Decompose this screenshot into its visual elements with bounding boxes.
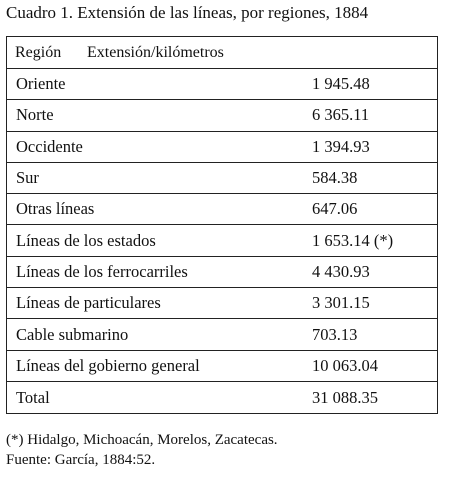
- row-region: Oriente: [16, 74, 66, 94]
- data-table: [6, 36, 438, 414]
- header-extension: Extensión/kilómetros: [87, 43, 224, 61]
- row-value: 1 394.93: [312, 136, 370, 156]
- row-region: Líneas del gobierno general: [16, 355, 200, 375]
- row-value: 584.38: [312, 168, 358, 188]
- table-row: [7, 288, 437, 319]
- row-region: Otras líneas: [16, 199, 95, 219]
- row-region: Cable submarino: [16, 324, 129, 344]
- table-header-row: [7, 37, 437, 69]
- table-row: [7, 225, 437, 256]
- row-value: 1 653.14 (*): [312, 230, 394, 250]
- row-value: 1 945.48: [312, 74, 370, 94]
- row-value: 3 301.15: [312, 293, 370, 313]
- table-row: [7, 319, 437, 350]
- row-region: Líneas de particulares: [16, 293, 161, 313]
- table-row: [7, 132, 437, 163]
- table-row-total: [7, 382, 437, 413]
- header-region: Región: [15, 43, 62, 61]
- footnote-note: (*) Hidalgo, Michoacán, Morelos, Zacatecas.: [6, 432, 278, 448]
- row-region: Líneas de los ferrocarriles: [16, 261, 188, 281]
- row-region: Total: [16, 387, 50, 407]
- footnote-source: Fuente: García, 1884:52.: [6, 452, 156, 468]
- table-row: [7, 194, 437, 225]
- row-region: Norte: [16, 105, 54, 125]
- footnotes: [6, 430, 278, 470]
- table-row: [7, 100, 437, 131]
- table-row: [7, 351, 437, 382]
- table-caption: Cuadro 1. Extensión de las líneas, por regiones, 1884: [6, 3, 369, 22]
- table-row: [7, 163, 437, 194]
- row-region: Occidente: [16, 136, 83, 156]
- row-value: 703.13: [312, 324, 358, 344]
- table-row: [7, 69, 437, 100]
- table-row: [7, 257, 437, 288]
- row-value: 31 088.35: [312, 387, 378, 407]
- row-value: 647.06: [312, 199, 358, 219]
- row-value: 10 063.04: [312, 355, 378, 375]
- row-region: Sur: [16, 168, 39, 188]
- row-region: Líneas de los estados: [16, 230, 156, 250]
- row-value: 6 365.11: [312, 105, 370, 125]
- row-value: 4 430.93: [312, 261, 370, 281]
